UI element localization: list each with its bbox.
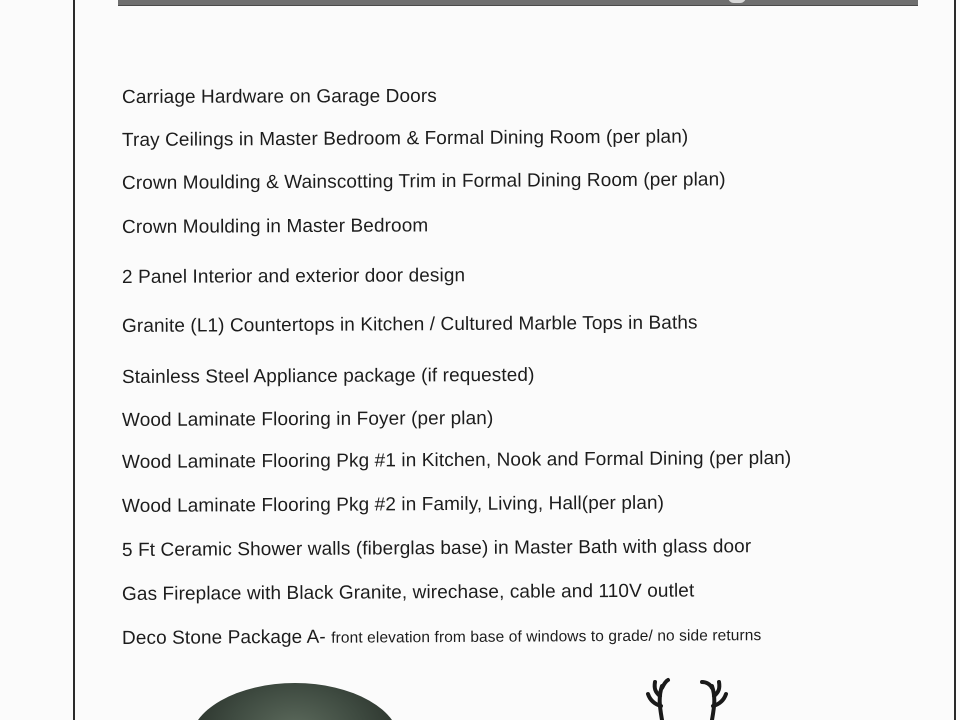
feature-item: Tray Ceilings in Master Bedroom & Formal Dining Room (per plan) bbox=[121, 126, 689, 151]
round-emblem-logo bbox=[190, 683, 400, 720]
feature-item: Stainless Steel Appliance package (if requested) bbox=[121, 364, 535, 388]
feature-item: Crown Moulding & Wainscotting Trim in Formal Dining Room (per plan) bbox=[121, 169, 726, 194]
antlers-logo bbox=[640, 676, 740, 720]
feature-item-detail: front elevation from base of windows to grade/ no side returns bbox=[331, 627, 762, 647]
feature-item: Wood Laminate Flooring Pkg #2 in Family, Living, Hall(per plan) bbox=[121, 492, 665, 517]
header-band-fragment bbox=[728, 0, 746, 3]
feature-item: Crown Moulding in Master Bedroom bbox=[121, 215, 429, 238]
feature-item bbox=[122, 624, 761, 650]
feature-item: Wood Laminate Flooring in Foyer (per plan) bbox=[121, 408, 494, 431]
feature-item: 2 Panel Interior and exterior door design bbox=[121, 265, 466, 288]
page-border-right bbox=[954, 0, 956, 720]
feature-item: Wood Laminate Flooring Pkg #1 in Kitchen, Nook and Formal Dining (per plan) bbox=[121, 447, 792, 473]
feature-item: 5 Ft Ceramic Shower walls (fiberglas base) in Master Bath with glass door bbox=[121, 536, 752, 561]
feature-item: Granite (L1) Countertops in Kitchen / Cultured Marble Tops in Baths bbox=[121, 312, 698, 337]
feature-item: Carriage Hardware on Garage Doors bbox=[121, 85, 437, 108]
feature-item-label: Deco Stone Package A- bbox=[121, 626, 326, 649]
page-border-left bbox=[73, 0, 75, 720]
header-band bbox=[118, 0, 918, 6]
feature-item: Gas Fireplace with Black Granite, wirechase, cable and 110V outlet bbox=[121, 580, 695, 605]
